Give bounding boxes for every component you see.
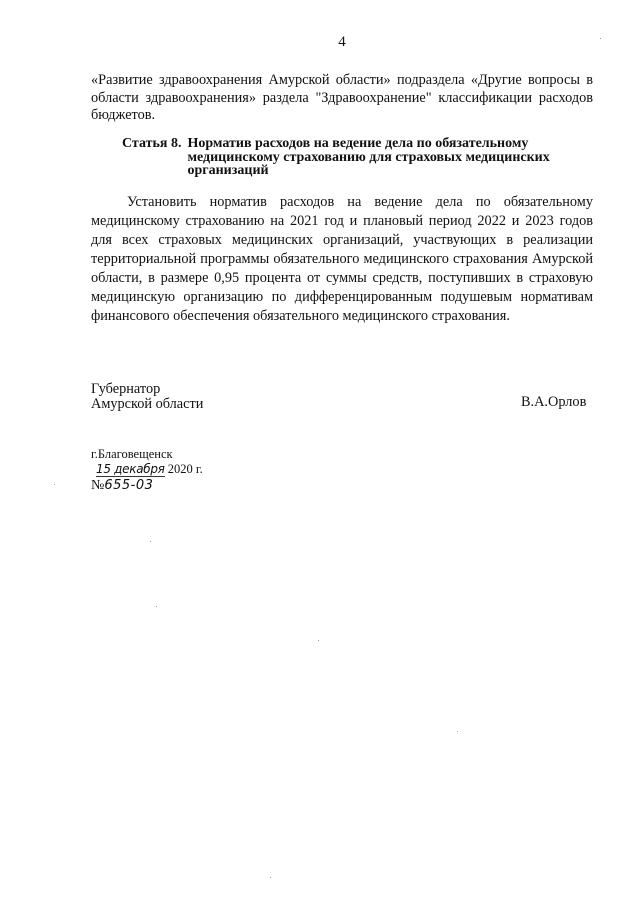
scan-speck (150, 541, 151, 542)
body-paragraph: Установить норматив расходов на ведение дела по обязательному медицинскому страхованию на 2021 год и плановый период 2022 и 2023 годов для всех страховых медицинских организаций, участвующих в реализации территориальной программы обязательного медицинского страхования Амурской области, в размере 0,95 процента от суммы средств, поступивших в страховую медицинскую организацию по дифференцированным подушевым нормативам финансового обеспечения обязательного медицинского страхования. (91, 194, 593, 324)
handwritten-number: 655-03 (104, 478, 154, 493)
scan-speck (600, 38, 601, 39)
document-number (91, 478, 153, 494)
article-title: Норматив расходов на ведение дела по обязательному медицинскому страхованию для страховых медицинских организаций (187, 136, 550, 178)
article-heading (122, 137, 592, 178)
handwritten-date: 15 декабря (96, 462, 165, 476)
signatory-name: В.А.Орлов (521, 394, 587, 410)
article-number: Статья 8. (122, 136, 182, 151)
place-of-signing: г.Благовещенск (91, 447, 173, 461)
number-sign: № (91, 478, 105, 493)
date-year: 2020 г. (167, 462, 203, 476)
scan-speck (318, 640, 319, 641)
scan-speck (156, 606, 157, 607)
scan-speck (54, 484, 55, 485)
page-number: 4 (338, 34, 346, 50)
scan-speck (457, 731, 458, 732)
signing-date (96, 462, 203, 477)
intro-paragraph: «Развитие здравоохранения Амурской области» подраздела «Другие вопросы в области здравоохранения» раздела "Здравоохранение" классификации расходов бюджетов. (91, 72, 593, 123)
position-line-2: Амурской области (91, 396, 204, 412)
scan-speck (270, 877, 271, 878)
position-line-1: Губернатор (91, 381, 161, 397)
signatory-position (91, 382, 203, 412)
